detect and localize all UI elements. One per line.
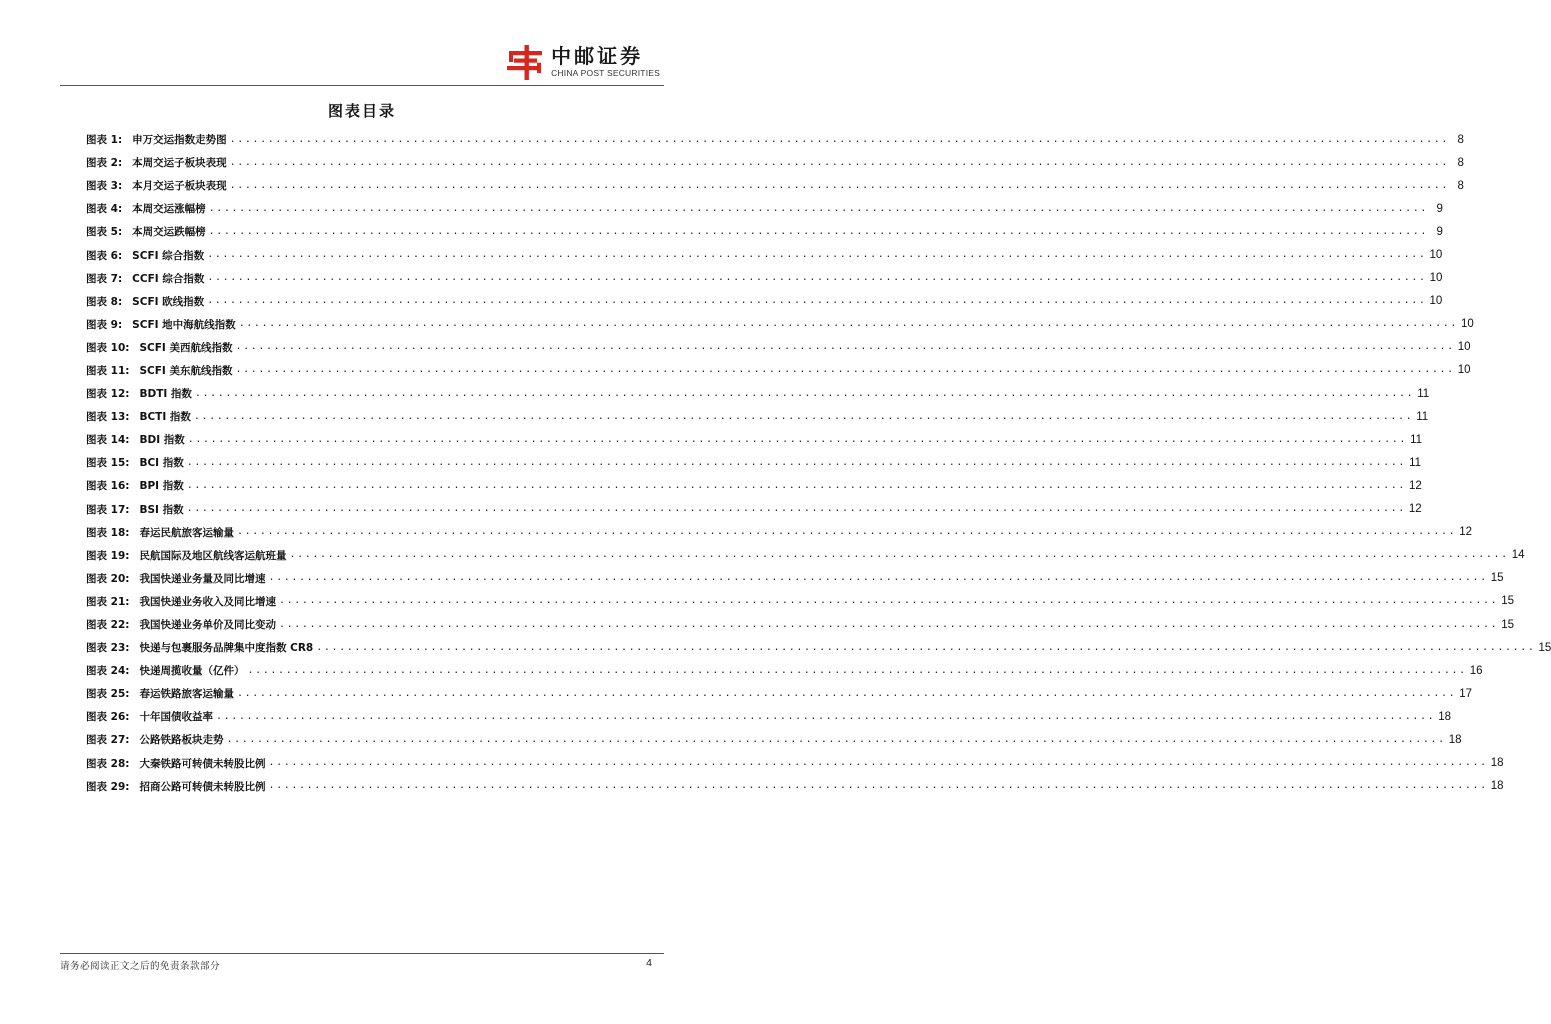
toc-entry[interactable]	[86, 567, 1504, 590]
toc-dot-leader: ................................................................................................................................................................	[238, 318, 1458, 330]
toc-entry-title: 快递周揽收量（亿件）	[139, 665, 245, 678]
china-post-logo-icon	[505, 42, 545, 82]
toc-entry[interactable]	[86, 728, 1462, 751]
toc-entry[interactable]	[86, 313, 1474, 336]
toc-entry[interactable]	[86, 775, 1504, 798]
toc-dot-leader: ................................................................................................................................................................	[235, 341, 1455, 353]
toc-entry-title: 本月交运子板块表现	[132, 180, 227, 193]
toc-entry-page: 15	[1501, 618, 1515, 631]
toc-entry-number: 图表 28:	[86, 757, 130, 770]
logo-english-name: CHINA POST SECURITIES	[551, 68, 660, 78]
toc-entry-title: 本周交运跌幅榜	[132, 226, 206, 239]
toc-entry-page: 18	[1490, 757, 1504, 770]
toc-entry-page: 8	[1457, 156, 1464, 169]
toc-dot-leader: ................................................................................................................................................................	[186, 456, 1407, 468]
toc-entry-page: 14	[1511, 549, 1525, 562]
toc-entry-page: 9	[1436, 225, 1443, 238]
toc-dot-leader: ................................................................................................................................................................	[235, 364, 1455, 376]
toc-entry[interactable]	[86, 682, 1473, 705]
toc-dot-leader: ................................................................................................................................................................	[186, 479, 1407, 491]
toc-dot-leader: ................................................................................................................................................................	[278, 595, 1499, 607]
toc-dot-leader: ................................................................................................................................................................	[236, 687, 1457, 699]
toc-entry-page: 15	[1501, 595, 1515, 608]
toc-entry-number: 图表 2:	[86, 157, 123, 170]
toc-entry-page: 16	[1469, 664, 1483, 677]
logo-chinese-name: 中邮证券	[551, 44, 644, 68]
toc-dot-leader: ................................................................................................................................................................	[247, 664, 1467, 676]
toc-entry-number: 图表 9:	[86, 318, 123, 331]
toc-entry[interactable]	[86, 382, 1430, 405]
toc-entry-number: 图表 4:	[86, 203, 123, 216]
toc-entry-title: 大秦铁路可转债未转股比例	[139, 757, 266, 770]
toc-list	[86, 128, 1551, 798]
toc-entry-title: 民航国际及地区航线客运航班量	[139, 549, 287, 562]
footer-disclaimer-note: 请务必阅读正文之后的免责条款部分	[60, 961, 221, 972]
toc-entry-page: 12	[1409, 479, 1422, 492]
toc-entry-page: 12	[1459, 526, 1473, 539]
toc-entry[interactable]	[86, 405, 1429, 428]
toc-dot-leader: ................................................................................................................................................................	[207, 249, 1427, 261]
toc-dot-leader: ................................................................................................................................................................	[193, 410, 1414, 422]
toc-entry-title: 本周交运子板块表现	[132, 157, 227, 170]
toc-entry-number: 图表 29:	[86, 780, 130, 793]
toc-entry-title: BDI 指数	[139, 434, 185, 447]
toc-entry-number: 图表 11:	[86, 364, 130, 377]
toc-dot-leader: ................................................................................................................................................................	[187, 433, 1408, 445]
toc-entry-number: 图表 20:	[86, 572, 130, 585]
toc-entry-page: 17	[1459, 687, 1473, 700]
toc-entry-title: 春运民航旅客运输量	[139, 526, 234, 539]
toc-entry-number: 图表 23:	[86, 642, 130, 655]
toc-entry-number: 图表 10:	[86, 341, 130, 354]
toc-entry-number: 图表 15:	[86, 457, 130, 470]
toc-entry-page: 10	[1429, 295, 1443, 308]
toc-entry[interactable]	[86, 636, 1551, 659]
toc-entry-page: 9	[1436, 202, 1443, 215]
toc-entry-title: SCFI 地中海航线指数	[132, 318, 236, 331]
toc-entry-number: 图表 25:	[86, 688, 130, 701]
toc-entry[interactable]	[86, 474, 1422, 497]
toc-entry-number: 图表 7:	[86, 272, 123, 285]
toc-dot-leader: ................................................................................................................................................................	[268, 572, 1488, 584]
toc-entry-page: 11	[1417, 387, 1430, 400]
toc-entry-title: 招商公路可转债未转股比例	[139, 780, 266, 793]
toc-entry-page: 18	[1438, 710, 1452, 723]
toc-entry[interactable]	[86, 590, 1515, 613]
toc-entry-title: SCFI 美东航线指数	[139, 364, 233, 377]
toc-entry-page: 11	[1416, 410, 1429, 423]
toc-entry[interactable]	[86, 243, 1443, 266]
toc-entry-title: BCTI 指数	[139, 411, 191, 424]
toc-dot-leader: ................................................................................................................................................................	[229, 179, 1449, 191]
toc-entry-title: 申万交运指数走势图	[132, 134, 227, 147]
toc-entry-title: SCFI 美西航线指数	[139, 341, 233, 354]
toc-entry-number: 图表 19:	[86, 549, 130, 562]
header-divider	[60, 85, 664, 86]
toc-dot-leader: ................................................................................................................................................................	[289, 549, 1509, 561]
toc-entry-title: CCFI 综合指数	[132, 272, 205, 285]
toc-entry-page: 8	[1457, 179, 1464, 192]
toc-entry-page: 10	[1457, 364, 1471, 377]
toc-dot-leader: ................................................................................................................................................................	[226, 733, 1446, 745]
toc-entry-title: 春运铁路旅客运输量	[139, 688, 234, 701]
toc-entry-number: 图表 6:	[86, 249, 123, 262]
toc-entry[interactable]	[86, 336, 1471, 359]
toc-entry-page: 15	[1538, 641, 1551, 654]
toc-entry-number: 图表 17:	[86, 503, 130, 516]
footer-divider	[60, 953, 664, 954]
toc-entry-number: 图表 5:	[86, 226, 123, 239]
toc-dot-leader: ................................................................................................................................................................	[208, 202, 1428, 214]
toc-dot-leader: ................................................................................................................................................................	[208, 225, 1428, 237]
toc-entry[interactable]	[86, 151, 1464, 174]
toc-entry-number: 图表 27:	[86, 734, 130, 747]
toc-dot-leader: ................................................................................................................................................................	[215, 710, 1436, 722]
toc-entry[interactable]	[86, 521, 1473, 544]
toc-entry[interactable]	[86, 174, 1464, 197]
logo-text	[551, 45, 660, 79]
toc-title: 图表目录	[327, 102, 396, 120]
toc-entry-title: BDTI 指数	[139, 388, 192, 401]
toc-entry[interactable]	[86, 705, 1452, 728]
toc-dot-leader: ................................................................................................................................................................	[268, 780, 1488, 792]
toc-entry-title: SCFI 欧线指数	[132, 295, 205, 308]
toc-entry-number: 图表 24:	[86, 665, 130, 678]
toc-entry-page: 8	[1457, 133, 1464, 146]
toc-dot-leader: ................................................................................................................................................................	[229, 133, 1449, 145]
toc-entry-number: 图表 8:	[86, 295, 123, 308]
toc-entry-page: 10	[1429, 272, 1443, 285]
toc-entry-page: 12	[1408, 503, 1422, 516]
toc-entry-title: BPI 指数	[139, 480, 184, 493]
toc-entry[interactable]	[86, 220, 1443, 243]
footer-page-number: 4	[646, 957, 652, 969]
toc-entry-title: BCI 指数	[139, 457, 184, 470]
toc-entry-number: 图表 21:	[86, 595, 130, 608]
toc-entry[interactable]	[86, 613, 1515, 636]
toc-entry-number: 图表 16:	[86, 480, 130, 493]
toc-entry-page: 18	[1490, 780, 1504, 793]
toc-entry-title: 公路铁路板块走势	[139, 734, 224, 747]
toc-dot-leader: ................................................................................................................................................................	[316, 641, 1536, 653]
toc-entry-title: 十年国债收益率	[139, 711, 213, 724]
toc-entry-number: 图表 3:	[86, 180, 123, 193]
toc-entry-title: 快递与包裹服务品牌集中度指数 CR8	[139, 642, 314, 655]
toc-entry[interactable]	[86, 290, 1443, 313]
toc-entry[interactable]	[86, 752, 1504, 775]
toc-entry-title: 本周交运涨幅榜	[132, 203, 206, 216]
toc-dot-leader: ................................................................................................................................................................	[207, 272, 1427, 284]
toc-entry-page: 10	[1460, 318, 1474, 331]
toc-entry-page: 11	[1410, 433, 1423, 446]
toc-entry-page: 10	[1457, 341, 1471, 354]
toc-dot-leader: ................................................................................................................................................................	[194, 387, 1415, 399]
toc-dot-leader: ................................................................................................................................................................	[278, 618, 1499, 630]
toc-dot-leader: ................................................................................................................................................................	[268, 757, 1488, 769]
toc-dot-leader: ................................................................................................................................................................	[186, 503, 1406, 515]
toc-entry-page: 18	[1448, 733, 1462, 746]
toc-entry-number: 图表 12:	[86, 388, 130, 401]
toc-entry-title: 我国快递业务单价及同比变动	[139, 619, 276, 632]
toc-entry[interactable]	[86, 359, 1471, 382]
toc-entry[interactable]	[86, 267, 1443, 290]
toc-entry-page: 10	[1429, 249, 1443, 262]
toc-entry-number: 图表 22:	[86, 619, 130, 632]
toc-entry-title: 我国快递业务量及同比增速	[139, 572, 266, 585]
toc-entry[interactable]	[86, 659, 1483, 682]
toc-entry-number: 图表 1:	[86, 134, 123, 147]
toc-entry-number: 图表 18:	[86, 526, 130, 539]
toc-entry-number: 图表 14:	[86, 434, 130, 447]
toc-entry[interactable]	[86, 498, 1422, 521]
toc-entry[interactable]	[86, 197, 1443, 220]
toc-entry-number: 图表 13:	[86, 411, 130, 424]
toc-entry-title: SCFI 综合指数	[132, 249, 205, 262]
brand-logo	[505, 42, 660, 82]
toc-entry[interactable]	[86, 428, 1423, 451]
toc-dot-leader: ................................................................................................................................................................	[236, 526, 1457, 538]
toc-entry[interactable]	[86, 128, 1464, 151]
toc-entry-title: BSI 指数	[139, 503, 184, 516]
toc-entry[interactable]	[86, 544, 1525, 567]
toc-entry-page: 15	[1490, 572, 1504, 585]
toc-entry-title: 我国快递业务收入及同比增速	[139, 595, 276, 608]
toc-entry-page: 11	[1409, 456, 1422, 469]
toc-dot-leader: ................................................................................................................................................................	[207, 295, 1427, 307]
toc-entry[interactable]	[86, 451, 1422, 474]
toc-dot-leader: ................................................................................................................................................................	[229, 156, 1449, 168]
toc-entry-number: 图表 26:	[86, 711, 130, 724]
page-header	[60, 38, 664, 86]
